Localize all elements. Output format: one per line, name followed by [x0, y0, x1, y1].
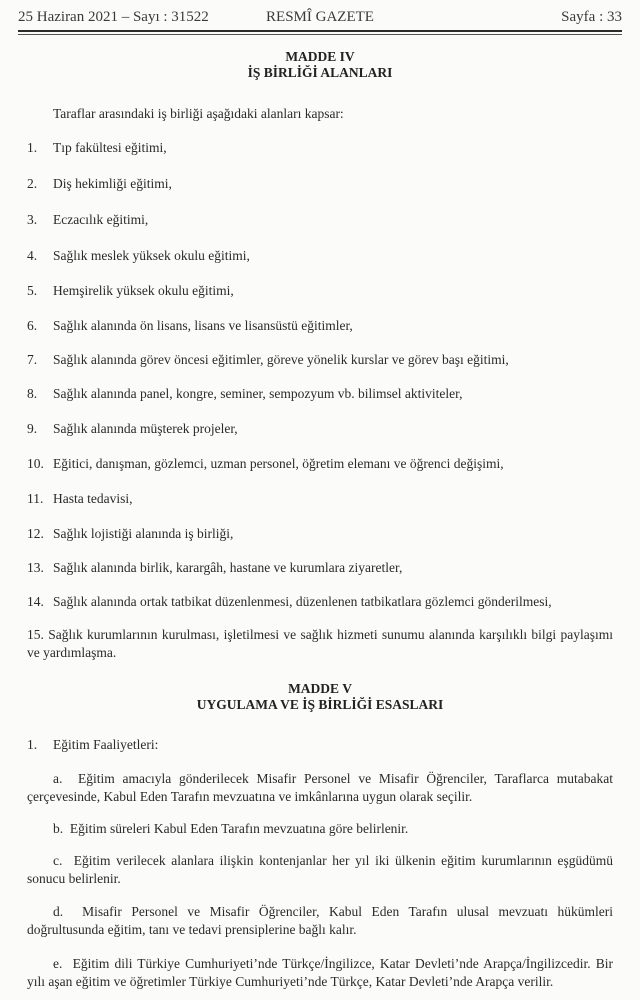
sub-item: b. Eğitim süreleri Kabul Eden Tarafın mevzuatına göre belirlenir.	[53, 821, 409, 836]
list-item: 14. Sağlık alanında ortak tatbikat düzenlenmesi, düzenlenen tatbikatlara gözlemci gönderilmesi,	[27, 594, 552, 609]
article-5-subheading: UYGULAMA VE İŞ BİRLİĞİ ESASLARI	[196, 697, 444, 712]
list-item: 8. Sağlık alanında panel, kongre, seminer, sempozyum vb. bilimsel aktiviteler,	[27, 386, 463, 401]
list-item: 13. Sağlık alanında birlik, karargâh, hastane ve kurumlara ziyaretler,	[27, 560, 403, 575]
list-item: 7. Sağlık alanında görev öncesi eğitimler, göreve yönelik kurslar ve görev başı eğitimi,	[27, 352, 509, 367]
list-item: 9. Sağlık alanında müşterek projeler,	[27, 421, 238, 436]
list-item: 2. Diş hekimliği eğitimi,	[27, 176, 172, 191]
list-item: 3. Eczacılık eğitimi,	[27, 212, 149, 227]
list-item: 6. Sağlık alanında ön lisans, lisans ve lisansüstü eğitimler,	[27, 318, 353, 333]
article-4-intro: Taraflar arasındaki iş birliği aşağıdaki alanları kapsar:	[53, 106, 344, 121]
sub-item: d. Misafir Personel ve Misafir Öğrenciler, Kabul Eden Tarafın ulusal mevzuatı hükümleri doğrultusunda eğitim, tanı ve tedavi prensiplerine bağlı kalır.	[27, 904, 613, 937]
list-item: 5. Hemşirelik yüksek okulu eğitimi,	[27, 283, 234, 298]
article-4-subheading: İŞ BİRLİĞİ ALANLARI	[247, 65, 393, 80]
list-item: 15. Sağlık kurumlarının kurulması, işletilmesi ve sağlık hizmeti sunumu alanında karşılıklı bilgi paylaşımı ve yardımlaşma.	[27, 627, 613, 660]
header-date-issue: 25 Haziran 2021 – Sayı : 31522	[18, 9, 209, 25]
article-4-heading: MADDE IV	[285, 49, 355, 64]
list-item: 4. Sağlık meslek yüksek okulu eğitimi,	[27, 248, 250, 263]
list-item: 10. Eğitici, danışman, gözlemci, uzman personel, öğretim elemanı ve öğrenci değişimi,	[27, 456, 504, 471]
list-item: 11. Hasta tedavisi,	[27, 491, 133, 506]
article-5-heading: MADDE V	[288, 681, 352, 696]
sub-item: a. Eğitim amacıyla gönderilecek Misafir Personel ve Misafir Öğrenciler, Taraflarca mutabakat çerçevesinde, Kabul Eden Tarafın mevzuatına ve imkânlarına uygun olarak seçilir.	[27, 771, 613, 804]
header-rule-thin	[18, 34, 622, 35]
sub-item: e. Eğitim dili Türkiye Cumhuriyeti’nde Türkçe/İngilizce, Katar Devleti’nde Arapça/İngilizcedir. Bir yılı aşan eğitim ve öğretimler Türkiye Cumhuriyeti’nde Türkçe, Katar Devleti’nde Arapça verilir.	[27, 956, 614, 989]
section-heading: 1. Eğitim Faaliyetleri:	[27, 737, 159, 752]
sub-item: c. Eğitim verilecek alanlara ilişkin kontenjanlar her yıl iki ülkenin eğitim kurumlarının eşgüdümü sonucu belirlenir.	[27, 853, 614, 886]
list-item: 12. Sağlık lojistiği alanında iş birliği,	[27, 526, 234, 541]
header-rule-thick	[18, 30, 622, 32]
header-page-number: Sayfa : 33	[561, 9, 622, 25]
header-publication-title: RESMÎ GAZETE	[266, 9, 374, 25]
list-item: 1. Tıp fakültesi eğitimi,	[27, 140, 167, 155]
